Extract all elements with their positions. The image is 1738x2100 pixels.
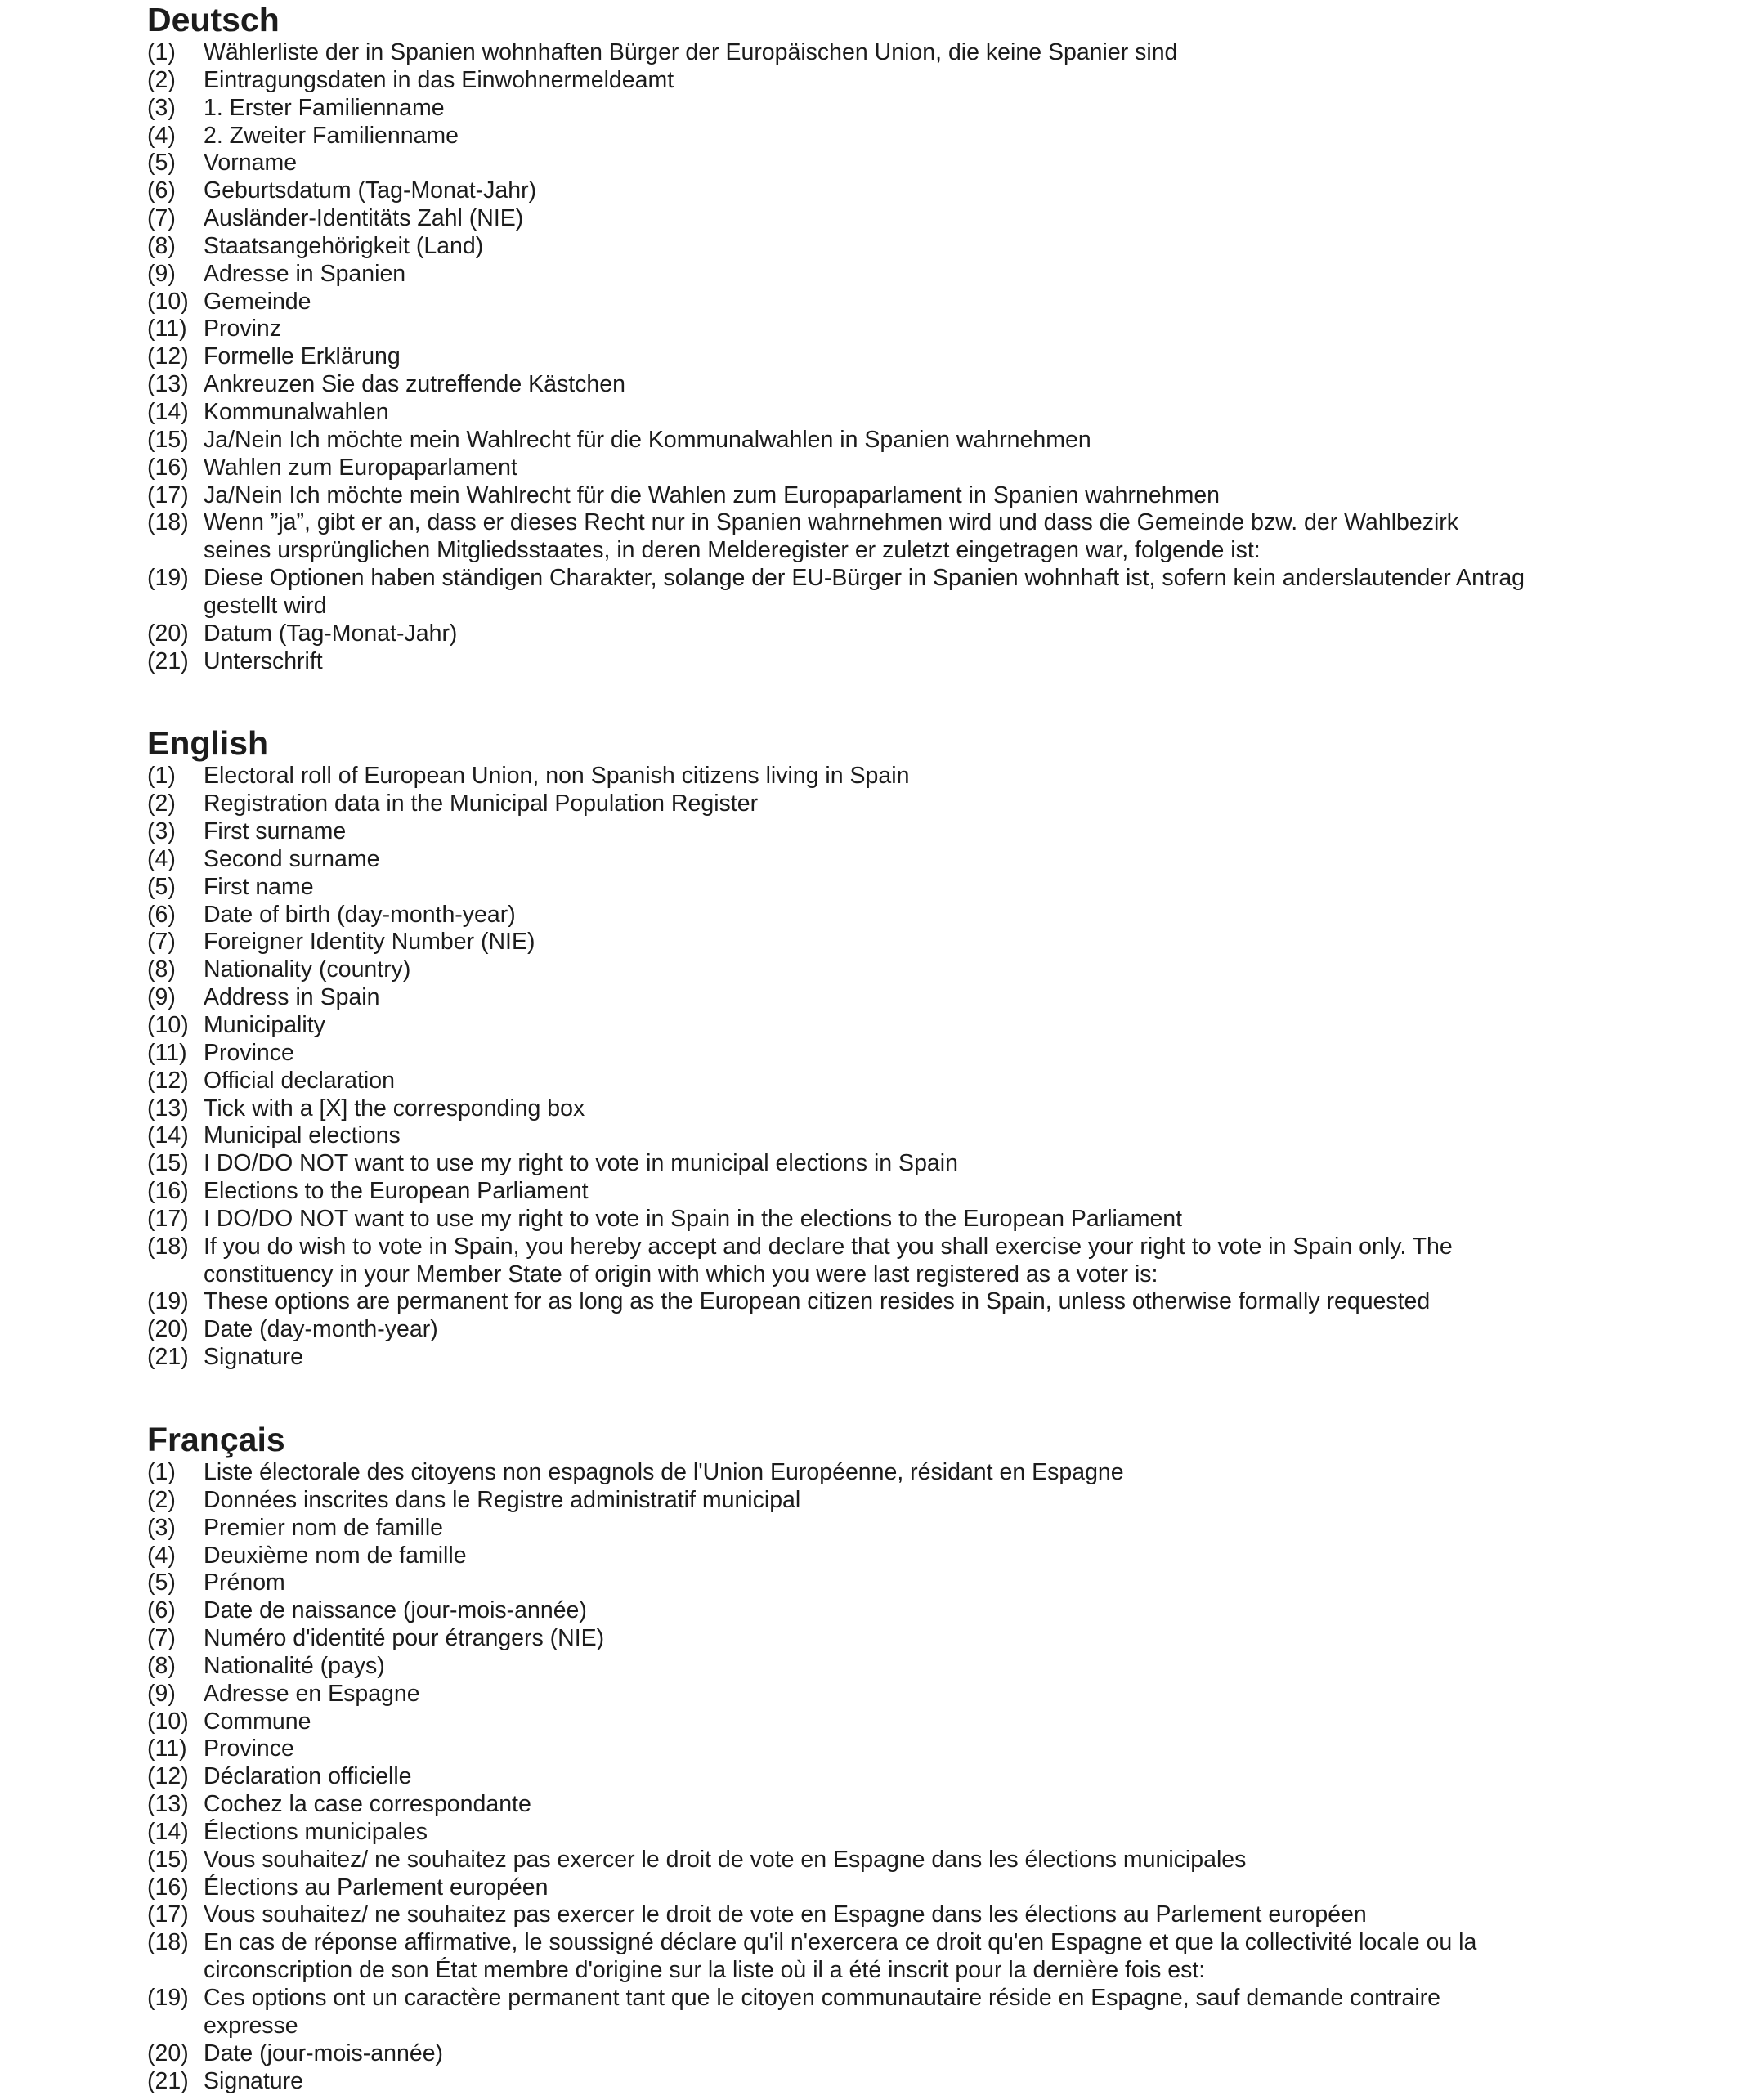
list-item bbox=[147, 984, 1700, 1012]
item-number: (11) bbox=[147, 1039, 187, 1066]
list-item bbox=[147, 289, 1700, 316]
item-text: Deuxième nom de famille bbox=[204, 1542, 467, 1569]
item-text: Élections au Parlement européen bbox=[204, 1874, 549, 1901]
item-text: Official declaration bbox=[204, 1067, 395, 1094]
item-text: Registration data in the Municipal Population Register bbox=[204, 790, 759, 817]
item-number: (9) bbox=[147, 984, 176, 1011]
item-number: (10) bbox=[147, 1708, 189, 1735]
item-number: (9) bbox=[147, 1680, 176, 1707]
item-text: I DO/DO NOT want to use my right to vote in Spain in the elections to the European Parliament bbox=[204, 1205, 1183, 1232]
list-item bbox=[147, 1122, 1700, 1150]
list-item bbox=[147, 123, 1700, 150]
item-number: (21) bbox=[147, 1344, 189, 1371]
list-item bbox=[147, 233, 1700, 261]
item-text: Provinz bbox=[204, 316, 282, 343]
list-item bbox=[147, 1095, 1700, 1123]
item-list bbox=[147, 1459, 1700, 2095]
item-number: (10) bbox=[147, 1012, 189, 1038]
item-text: Foreigner Identity Number (NIE) bbox=[204, 929, 535, 956]
section-title: Deutsch bbox=[147, 1, 280, 38]
item-text: Formelle Erklärung bbox=[204, 343, 401, 370]
item-number: (18) bbox=[147, 1929, 189, 1956]
item-number: (13) bbox=[147, 371, 189, 398]
list-item bbox=[147, 1625, 1700, 1653]
item-number: (13) bbox=[147, 1095, 189, 1122]
item-text: Signature bbox=[204, 1344, 304, 1371]
item-number: (21) bbox=[147, 647, 189, 674]
item-text: 1. Erster Familienname bbox=[204, 94, 445, 121]
item-text: Ja/Nein Ich möchte mein Wahlrecht für die Kommunalwahlen in Spanien wahrnehmen bbox=[204, 426, 1091, 453]
item-text: Date of birth (day-month-year) bbox=[204, 901, 516, 928]
item-number: (4) bbox=[147, 1542, 176, 1569]
item-text: Liste électorale des citoyens non espagnols de l'Union Européenne, résidant en Espagne bbox=[204, 1458, 1124, 1485]
item-number: (13) bbox=[147, 1791, 189, 1818]
item-text: Eintragungsdaten in das Einwohnermeldeamt bbox=[204, 66, 674, 93]
item-number: (3) bbox=[147, 94, 176, 121]
item-number: (8) bbox=[147, 956, 176, 983]
item-text: Second surname bbox=[204, 845, 380, 872]
list-item bbox=[147, 565, 1700, 620]
item-number: (17) bbox=[147, 481, 189, 508]
item-number: (15) bbox=[147, 426, 189, 453]
list-item bbox=[147, 846, 1700, 874]
list-item bbox=[147, 1929, 1700, 1985]
list-item bbox=[147, 929, 1700, 956]
list-item bbox=[147, 620, 1700, 648]
list-item bbox=[147, 1459, 1700, 1487]
item-text: First surname bbox=[204, 818, 347, 845]
item-number: (4) bbox=[147, 845, 176, 872]
item-text: Elections to the European Parliament bbox=[204, 1178, 589, 1205]
list-item bbox=[147, 1515, 1700, 1543]
list-item bbox=[147, 1288, 1700, 1316]
item-number: (20) bbox=[147, 620, 189, 647]
item-text: Numéro d'identité pour étrangers (NIE) bbox=[204, 1625, 605, 1652]
item-text: Données inscrites dans le Registre administratif municipal bbox=[204, 1486, 801, 1513]
item-number: (10) bbox=[147, 288, 189, 315]
item-number: (9) bbox=[147, 260, 176, 287]
list-item bbox=[147, 1178, 1700, 1206]
list-item bbox=[147, 1901, 1700, 1929]
item-text: Déclaration officielle bbox=[204, 1763, 412, 1790]
list-item bbox=[147, 1068, 1700, 1095]
list-item bbox=[147, 1234, 1700, 1289]
item-number: (21) bbox=[147, 2067, 189, 2094]
item-text: Adresse en Espagne bbox=[204, 1680, 420, 1707]
item-number: (5) bbox=[147, 1569, 176, 1596]
list-item bbox=[147, 1569, 1700, 1597]
item-number: (12) bbox=[147, 1763, 189, 1790]
item-text: Ces options ont un caractère permanent tant que le citoyen communautaire réside en Espagne, sauf demande contraire expresse bbox=[204, 1985, 1440, 2039]
item-text: Vous souhaitez/ ne souhaitez pas exercer le droit de vote en Espagne dans les élections au Parlement européen bbox=[204, 1901, 1367, 1928]
item-number: (1) bbox=[147, 39, 176, 65]
list-item bbox=[147, 763, 1700, 790]
item-number: (8) bbox=[147, 1652, 176, 1679]
list-item bbox=[147, 2068, 1700, 2096]
item-number: (6) bbox=[147, 1597, 176, 1624]
item-text: Premier nom de famille bbox=[204, 1514, 444, 1541]
list-item bbox=[147, 1040, 1700, 1068]
item-number: (14) bbox=[147, 1122, 189, 1149]
item-text: Commune bbox=[204, 1708, 311, 1735]
list-item bbox=[147, 1012, 1700, 1040]
language-section-2 bbox=[147, 1420, 1700, 2095]
item-number: (2) bbox=[147, 66, 176, 93]
item-list bbox=[147, 763, 1700, 1372]
list-item bbox=[147, 454, 1700, 482]
item-number: (7) bbox=[147, 929, 176, 956]
item-text: These options are permanent for as long as the European citizen resides in Spain, unless otherwise formally requested bbox=[204, 1288, 1431, 1315]
item-number: (18) bbox=[147, 509, 189, 536]
item-text: Kommunalwahlen bbox=[204, 398, 389, 425]
item-number: (4) bbox=[147, 122, 176, 149]
list-item bbox=[147, 1316, 1700, 1344]
list-item bbox=[147, 874, 1700, 902]
list-item bbox=[147, 790, 1700, 818]
list-item bbox=[147, 2040, 1700, 2068]
item-text: Municipal elections bbox=[204, 1122, 401, 1149]
list-item bbox=[147, 1819, 1700, 1847]
item-number: (2) bbox=[147, 790, 176, 817]
list-item bbox=[147, 177, 1700, 205]
item-text: Unterschrift bbox=[204, 647, 323, 674]
item-text: Élections municipales bbox=[204, 1818, 428, 1845]
list-item bbox=[147, 1874, 1700, 1902]
item-number: (17) bbox=[147, 1901, 189, 1928]
item-number: (19) bbox=[147, 1288, 189, 1315]
item-number: (16) bbox=[147, 454, 189, 481]
item-text: Wahlen zum Europaparlament bbox=[204, 454, 517, 481]
list-item bbox=[147, 316, 1700, 343]
item-text: Nationality (country) bbox=[204, 956, 411, 983]
item-text: Address in Spain bbox=[204, 984, 380, 1011]
item-number: (19) bbox=[147, 1985, 189, 2011]
item-number: (18) bbox=[147, 1233, 189, 1260]
list-item bbox=[147, 1735, 1700, 1763]
item-text: Ja/Nein Ich möchte mein Wahlrecht für die Wahlen zum Europaparlament in Spanien wahrnehmen bbox=[204, 481, 1221, 508]
item-number: (12) bbox=[147, 1067, 189, 1094]
item-number: (5) bbox=[147, 150, 176, 177]
item-number: (17) bbox=[147, 1205, 189, 1232]
item-text: Staatsangehörigkeit (Land) bbox=[204, 232, 484, 259]
list-item bbox=[147, 205, 1700, 233]
list-item bbox=[147, 95, 1700, 123]
item-text: En cas de réponse affirmative, le soussigné déclare qu'il n'exercera ce droit qu'en Espagne et que la collectivité locale ou la circonscription de son État membre d'origine sur la liste où il a été inscrit pour la dernière fois est: bbox=[204, 1929, 1477, 1984]
language-section-1 bbox=[147, 723, 1700, 1372]
item-number: (11) bbox=[147, 1735, 187, 1762]
list-item bbox=[147, 1206, 1700, 1234]
list-item bbox=[147, 1763, 1700, 1791]
item-number: (7) bbox=[147, 205, 176, 232]
item-list bbox=[147, 39, 1700, 675]
item-number: (16) bbox=[147, 1874, 189, 1901]
list-item bbox=[147, 1791, 1700, 1819]
item-number: (7) bbox=[147, 1625, 176, 1652]
list-item bbox=[147, 1487, 1700, 1515]
item-number: (3) bbox=[147, 1514, 176, 1541]
item-text: Prénom bbox=[204, 1569, 285, 1596]
item-text: Gemeinde bbox=[204, 288, 311, 315]
item-text: If you do wish to vote in Spain, you hereby accept and declare that you shall exercise your right to vote in Spain only. The constituency in your Member State of origin with which you were last registered as a voter is: bbox=[204, 1233, 1453, 1287]
item-number: (20) bbox=[147, 2040, 189, 2066]
item-number: (16) bbox=[147, 1178, 189, 1205]
item-number: (1) bbox=[147, 763, 176, 790]
item-text: I DO/DO NOT want to use my right to vote in municipal elections in Spain bbox=[204, 1150, 958, 1177]
list-item bbox=[147, 1597, 1700, 1625]
item-number: (2) bbox=[147, 1486, 176, 1513]
item-number: (5) bbox=[147, 873, 176, 900]
item-text: Adresse in Spanien bbox=[204, 260, 406, 287]
section-title: Français bbox=[147, 1420, 285, 1458]
list-item bbox=[147, 1150, 1700, 1178]
item-text: Datum (Tag-Monat-Jahr) bbox=[204, 620, 458, 647]
list-item bbox=[147, 509, 1700, 565]
list-item bbox=[147, 39, 1700, 67]
item-text: Vorname bbox=[204, 150, 298, 177]
item-number: (14) bbox=[147, 398, 189, 425]
language-section-0 bbox=[147, 0, 1700, 675]
item-text: First name bbox=[204, 873, 314, 900]
list-item bbox=[147, 482, 1700, 510]
item-text: 2. Zweiter Familienname bbox=[204, 122, 459, 149]
item-number: (19) bbox=[147, 565, 189, 592]
item-number: (1) bbox=[147, 1458, 176, 1485]
item-text: Tick with a [X] the corresponding box bbox=[204, 1095, 585, 1122]
list-item bbox=[147, 427, 1700, 454]
list-item bbox=[147, 1681, 1700, 1708]
item-text: Cochez la case correspondante bbox=[204, 1791, 531, 1818]
item-text: Electoral roll of European Union, non Spanish citizens living in Spain bbox=[204, 763, 910, 790]
item-text: Diese Optionen haben ständigen Charakter, solange der EU-Bürger in Spanien wohnhaft ist, sofern kein anderslautender Antrag gestellt wird bbox=[204, 565, 1525, 619]
item-number: (6) bbox=[147, 901, 176, 928]
item-text: Date de naissance (jour-mois-année) bbox=[204, 1597, 587, 1624]
item-text: Province bbox=[204, 1735, 294, 1762]
item-number: (8) bbox=[147, 232, 176, 259]
item-text: Date (day-month-year) bbox=[204, 1316, 438, 1343]
list-item bbox=[147, 1847, 1700, 1874]
section-title: English bbox=[147, 724, 269, 763]
list-item bbox=[147, 956, 1700, 984]
item-text: Municipality bbox=[204, 1012, 325, 1038]
list-item bbox=[147, 67, 1700, 95]
item-number: (12) bbox=[147, 343, 189, 370]
item-text: Wenn ”ja”, gibt er an, dass er dieses Recht nur in Spanien wahrnehmen wird und dass die Gemeinde bzw. der Wahlbezirk seines ursprünglichen Mitgliedsstaates, in deren Melderegister er zuletzt eingetragen war, folgende ist: bbox=[204, 509, 1459, 564]
list-item bbox=[147, 371, 1700, 399]
item-text: Ausländer-Identitäts Zahl (NIE) bbox=[204, 205, 524, 232]
item-text: Nationalité (pays) bbox=[204, 1652, 385, 1679]
item-text: Ankreuzen Sie das zutreffende Kästchen bbox=[204, 371, 625, 398]
list-item bbox=[147, 902, 1700, 929]
item-number: (3) bbox=[147, 818, 176, 845]
list-item bbox=[147, 261, 1700, 289]
item-text: Date (jour-mois-année) bbox=[204, 2040, 444, 2066]
item-number: (20) bbox=[147, 1316, 189, 1343]
list-item bbox=[147, 818, 1700, 846]
item-text: Signature bbox=[204, 2067, 304, 2094]
list-item bbox=[147, 1543, 1700, 1570]
list-item bbox=[147, 1985, 1700, 2040]
translation-legend bbox=[147, 0, 1700, 2095]
list-item bbox=[147, 1344, 1700, 1372]
list-item bbox=[147, 1708, 1700, 1736]
item-number: (11) bbox=[147, 316, 187, 343]
item-number: (6) bbox=[147, 177, 176, 204]
item-text: Wählerliste der in Spanien wohnhaften Bürger der Europäischen Union, die keine Spanier sind bbox=[204, 39, 1178, 65]
list-item bbox=[147, 1653, 1700, 1681]
item-number: (15) bbox=[147, 1150, 189, 1177]
item-number: (15) bbox=[147, 1846, 189, 1873]
item-text: Vous souhaitez/ ne souhaitez pas exercer le droit de vote en Espagne dans les élections municipales bbox=[204, 1846, 1247, 1873]
item-text: Geburtsdatum (Tag-Monat-Jahr) bbox=[204, 177, 537, 204]
list-item bbox=[147, 150, 1700, 177]
list-item bbox=[147, 399, 1700, 427]
item-number: (14) bbox=[147, 1818, 189, 1845]
item-text: Province bbox=[204, 1039, 294, 1066]
list-item bbox=[147, 343, 1700, 371]
list-item bbox=[147, 648, 1700, 676]
